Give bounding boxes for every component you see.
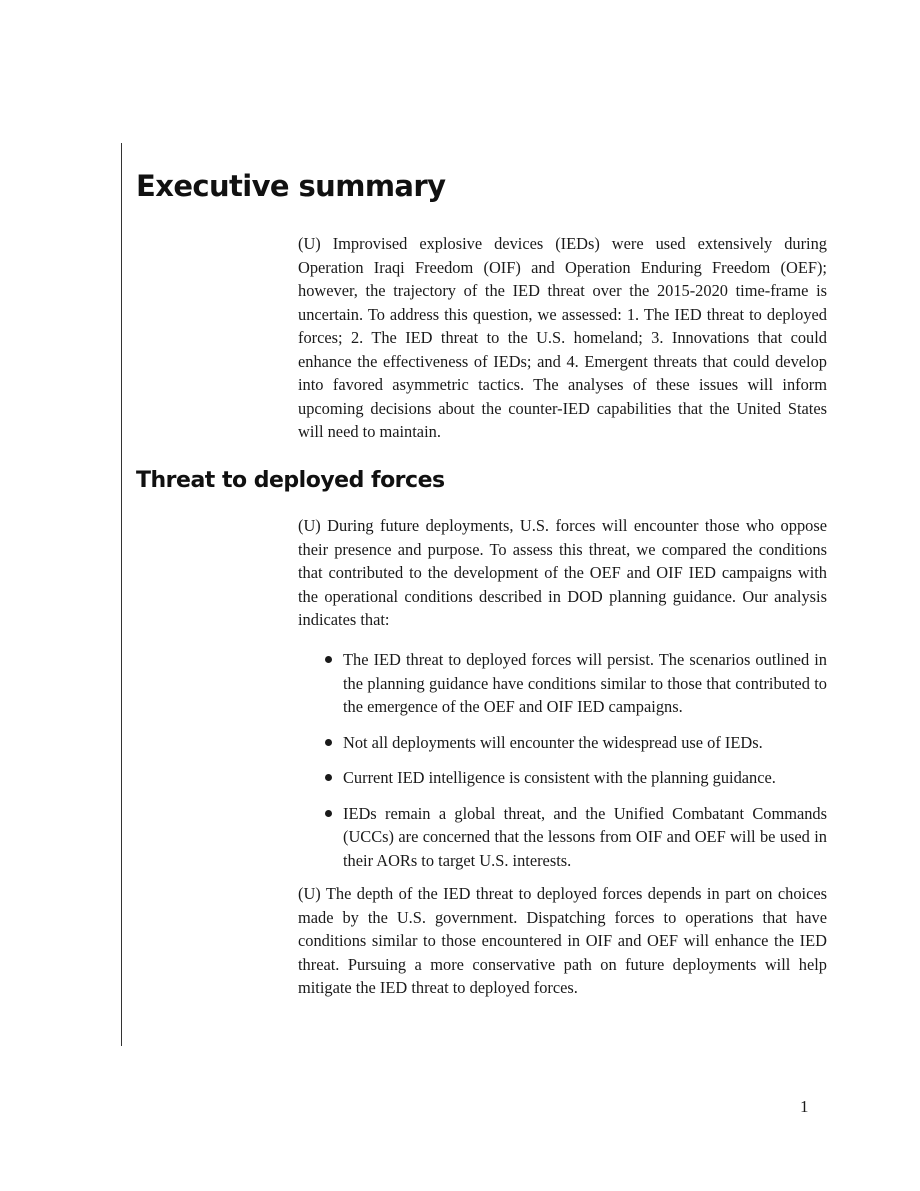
margin-rule [121, 143, 122, 1046]
bullet-icon [325, 774, 332, 781]
bullet-icon [325, 810, 332, 817]
list-item-text: The IED threat to deployed forces will persist. The scenarios outlined in the planning guidance have conditions similar to those that contributed to the emergence of the OEF and OIF IED campaigns. [343, 650, 827, 716]
findings-list [298, 648, 827, 884]
list-item [298, 648, 827, 719]
bullet-icon [325, 739, 332, 746]
section-title: Executive summary [136, 169, 446, 203]
conclusion-paragraph: (U) The depth of the IED threat to deployed forces depends in part on choices made by the U.S. government. Dispatching forces to operations that have conditions similar to those encountered in OIF and OEF will enhance the IED threat. Pursuing a more conservative path on future deployments will help mitigate the IED threat to deployed forces. [298, 884, 827, 997]
list-item-text: IEDs remain a global threat, and the Unified Combatant Commands (UCCs) are concerned that the lessons from OIF and OEF will be used in their AORs to target U.S. interests. [343, 803, 827, 870]
threat-intro-paragraph: (U) During future deployments, U.S. forces will encounter those who oppose their presence and purpose. To assess this threat, we compared the conditions that contributed to the development of the OEF and OIF IED campaigns with the operational conditions described in DOD planning guidance. Our analysis indicates that: [298, 516, 827, 629]
page-number: 1 [800, 1097, 809, 1116]
list-item [298, 731, 827, 755]
list-item [298, 766, 827, 790]
list-item-text: Not all deployments will encounter the widespread use of IEDs. [343, 732, 763, 752]
executive-summary-paragraph: (U) Improvised explosive devices (IEDs) were used extensively during Operation Iraqi Freedom (OIF) and Operation Enduring Freedom (OEF); however, the trajectory of the IED threat over the 2015-2020 time-frame is uncertain. To address this question, we assessed: 1. The IED threat to deployed forces; 2. The IED threat to the U.S. homeland; 3. Innovations that could enhance the effectiveness of IEDs; and 4. Emergent threats that could develop into favored asymmetric tactics. The analyses of these issues will inform upcoming decisions about the counter-IED capabilities that the United States will need to maintain. [298, 234, 827, 441]
list-item-text: Current IED intelligence is consistent with the planning guidance. [343, 768, 776, 787]
bullet-icon [325, 656, 332, 663]
list-item [298, 802, 827, 873]
subsection-title: Threat to deployed forces [136, 468, 445, 493]
